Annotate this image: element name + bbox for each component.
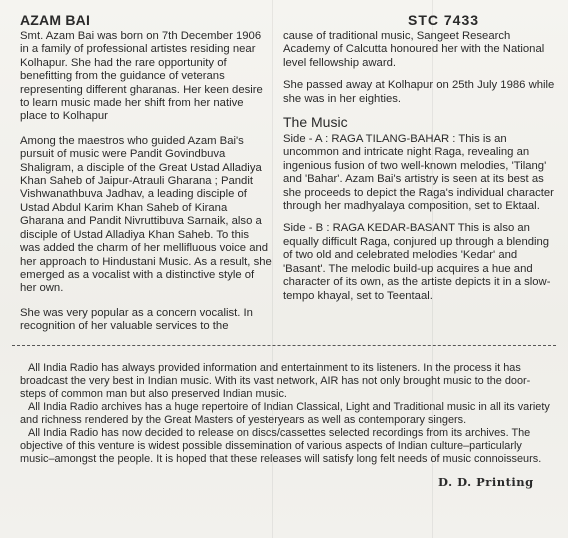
bio-paragraph: cause of traditional music, Sangeet Research Academy of Calcutta honoured her with the National level fellowship award. xyxy=(283,30,545,69)
left-column xyxy=(20,30,272,345)
side-a-description: Side - A : RAGA TILANG-BAHAR : This is an uncommon and intricate night Raga, revealing an ingenious fusion of two well-known melodies, 'Tilang' and 'Bahar'. Azam Bai's artistry is seen at its best as she proceeds to depict the Raga's individual character through her madhyalaya composition, set to Ektaal. xyxy=(283,133,554,213)
right-column xyxy=(283,30,555,312)
footer-paragraph: All India Radio has always provided information and entertainment to its listeners. In the process it has broadcast the very best in Indian music. With its vast network, AIR has not only brought music to the door-steps of common man but also preserved Indian music. xyxy=(20,362,531,400)
side-b-description: Side - B : RAGA KEDAR-BASANT This is also an equally difficult Raga, conjured up through a blending of two old and celebrated melodies 'Kedar' and 'Basant'. The melodic build-up acquires a hue and character of its own, as the artiste depicts it in a slow-tempo khayal, set to Teentaal. xyxy=(283,222,551,302)
bio-paragraph: She was very popular as a concern vocalist. In recognition of her valuable services to the xyxy=(20,306,253,333)
section-divider xyxy=(12,345,556,346)
artist-name: AZAM BAI xyxy=(20,12,91,28)
bio-paragraph: She passed away at Kolhapur on 25th July 1986 while she was in her eighties. xyxy=(283,79,555,105)
footer-paragraph: All India Radio has now decided to release on discs/cassettes selected recordings from its archives. The objective of this venture is widest possible dissemination of various aspects of Indian culture–particularly music–amongst the people. It is hoped that these releases will satisfy long felt needs of music connoisseurs. xyxy=(20,427,542,465)
bio-paragraph: Among the maestros who guided Azam Bai's pursuit of music were Pandit Govindbuva Shaligram, a disciple of the Great Ustad Alladiya Khan Saheb of Jaipur-Atrauli Gharana ; Pandit Vishwanathbuva Jadhav, a leading disciple of Ustad Abdul Karim Khan Saheb of Kirana Gharana and Pandit Nivruttibuva Sarnaik, also a disciple of Ustad Alladiya Khan Saheb. To this was added the charm of her mellifluous voice and her approach to Hindustani Music. As a result, she emerged as a vocalist with a distinctive style of her own. xyxy=(20,134,272,295)
printer-credit: D. D. Printing xyxy=(438,475,534,489)
bio-paragraph: Smt. Azam Bai was born on 7th December 1906 in a family of professional artistes residing near Kolhapur. She had the rare opportunity of benefitting from the guidance of veterans representing different gharanas. Her keen desire to learn music made her shift from her native place to Kolhapur xyxy=(20,30,263,123)
catalog-number: STC 7433 xyxy=(408,12,480,28)
footer-paragraph: All India Radio archives has a huge repertoire of Indian Classical, Light and Traditional music in all its variety and richness rendered by the Great Masters of yesteryears as well as contemporary singers. xyxy=(20,401,550,426)
air-statement xyxy=(20,362,550,466)
section-title: The Music xyxy=(283,114,348,131)
